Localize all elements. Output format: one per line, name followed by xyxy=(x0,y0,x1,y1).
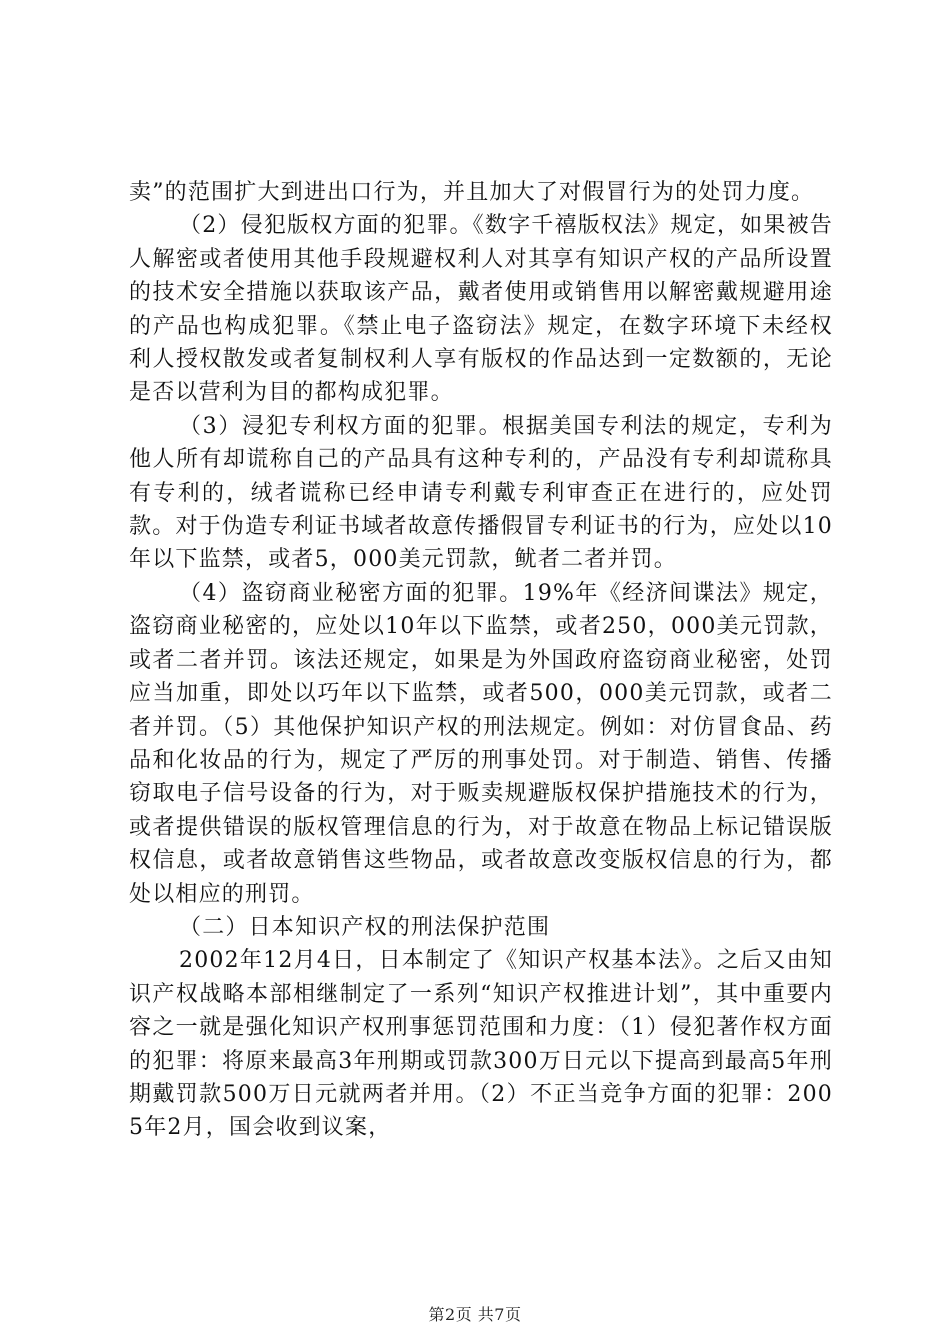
section-heading-japan: （二）日本知识产权的刑法保护范围 xyxy=(179,914,551,940)
paragraph-japan-ip-law: 2002年12月4日，日本制定了《知识产权基本法》。之后又由知识产权战略本部相继制定了一系列“知识产权推进计划”，其中重要内容之一就是强化知识产权刑事惩罚范围和力度：（1）侵犯著作权方面的犯罪：将原来最高3年刑期或罚款300万日元以下提高到最高5年刑期戴罚款500万日元就两者并用。（2）不正当竞争方面的犯罪：2005年2月，国会收到议案， xyxy=(129,948,833,1141)
paragraph-patent-crimes: （3）浸犯专利权方面的犯罪。根据美国专利法的规定，专利为他人所有却谎称自己的产品具有这种专利的，产品没有专利却谎称具有专利的，绒者谎称已经申请专利戴专利审查正在进行的，应处罚款。对于伪造专利证书域者故意传播假冒专利证书的行为，应处以10年以下监禁，或者5，000美元罚款，鱿者二者并罚。 xyxy=(129,413,833,573)
document-body xyxy=(129,176,833,1145)
paragraph-continuation: 卖”的范围扩大到进出口行为，并且加大了对假冒行为的处罚力度。 xyxy=(129,180,815,205)
paragraph-copyright-crimes: （2）侵犯版权方面的犯罪。《数字千禧版权法》规定，如果被告人解密或者使用其他手段规避权利人对其享有知识产权的产品所设置的技术安全措施以获取该产品，戴者使用或销售用以解密戴规避用途的产品也构成犯罪。《禁止电子盗窃法》规定，在数字环境下未经权利人授权散发或者复制权利人享有版权的作品达到一定数额的，无论是否以营利为目的都构成犯罪。 xyxy=(129,213,833,406)
page-number-footer: 第2页 共7页 xyxy=(428,1305,522,1324)
paragraph-trade-secret-crimes: （4）盗窃商业秘密方面的犯罪。19%年《经济间谍法》规定，盗窃商业秘密的，应处以10年以下监禁，或者250，000美元罚款，或者二者并罚。该法还规定，如果是为外国政府盗窃商业秘密，处罚应当加重，即处以巧年以下监禁，或者500，000美元罚款，或者二者并罚。（5）其他保护知识产权的刑法规定。例如：对仿冒食品、药品和化妆品的行为，规定了严厉的刑事处罚。对于制造、销售、传播窃取电子信号设备的行为，对于贩卖规避版权保护措施技术的行为，或者提供错误的版权管理信息的行为，对于故意在物品上标记错误版权信息，或者故意销售这些物品，或者故意改变版权信息的行为，都处以相应的刑罚。 xyxy=(129,580,833,907)
